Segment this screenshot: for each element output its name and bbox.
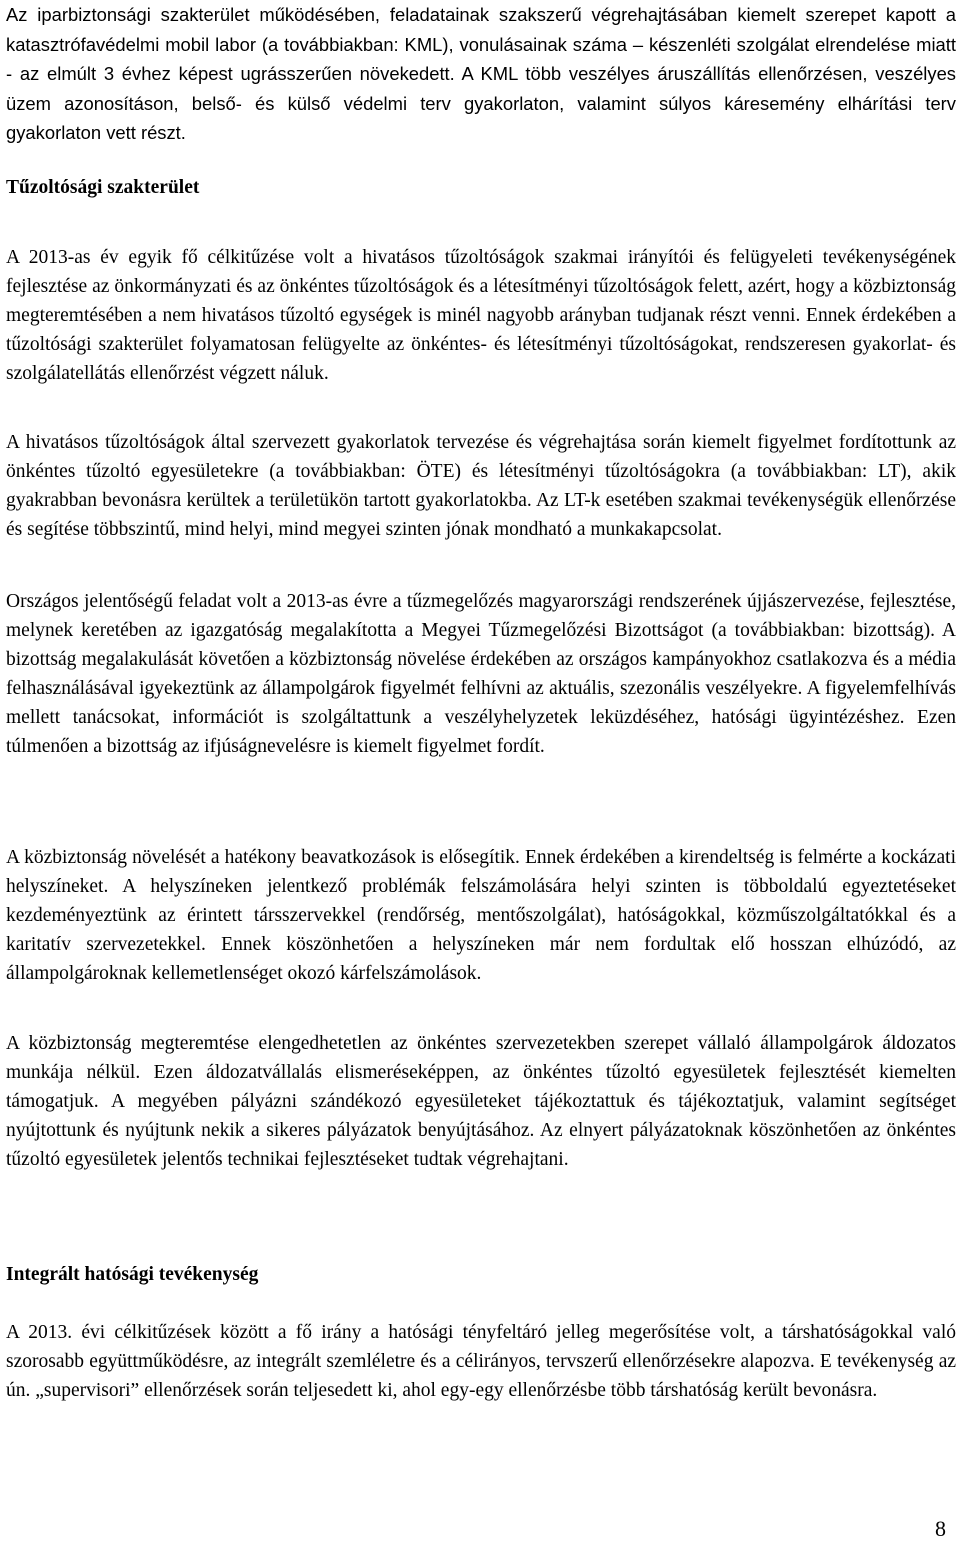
paragraph-gyakorlatok: A hivatásos tűzoltóságok által szervezett gyakorlatok tervezése és végrehajtása során kiemelt figyelmet fordítottunk az önkéntes tűzoltó egyesületekre (a továbbiakban: ÖTE) és létesítményi tűzoltóságokra (a továbbiakban: LT), akik gyakrabban bevonásra kerültek a területükön tartott gyakorlatokba. Az LT-k esetében szakmai tevékenységük ellenőrzése és segítése többszintű, mind helyi, mind megyei szinten jónak mondható a munkakapcsolat.: [6, 432, 956, 540]
paragraph-kozbiztonsag-noveles: A közbiztonság növelését a hatékony beavatkozások is elősegítik. Ennek érdekében a kirendeltség is felmérte a kockázati helyszíneket. A helyszíneken jelentkező problémák felszámolására helyi szinten is többoldalú egyeztetéseket kezdeményeztünk az érintett társszervekkel (rendőrség, mentőszolgálat), hatóságokkal, közműszolgáltatókkal és a karitatív szervezetekkel. Ennek köszönhetően a helyszíneken már nem fordultak elő hosszan elhúzódó, az állampolgároknak kellemetlenséget okozó kárfelszámolások.: [6, 847, 956, 984]
document-page: [6, 0, 956, 1557]
page-number: 8: [935, 1516, 946, 1541]
heading-integralt-hatosagi: Integrált hatósági tevékenység: [6, 1264, 259, 1285]
paragraph-hatosagi-celkituzesek: A 2013. évi célkitűzések között a fő irány a hatósági tényfeltáró jelleg megerősítése volt, a társhatóságokkal való szorosabb együttműködésre, az integrált szemléletre és a célirányos, tervszerű ellenőrzésekre alapozva. E tevékenység az ún. „supervisori” ellenőrzések során teljesedett ki, ahol egy-egy ellenőrzésbe több társhatóság került bevonásra.: [6, 1322, 956, 1401]
paragraph-tuzmegelozes: Országos jelentőségű feladat volt a 2013-as évre a tűzmegelőzés magyarországi rendszerének újjászervezése, fejlesztése, melynek keretében az igazgatóság megalakította a Megyei Tűzmegelőzési Bizottságot (a továbbiakban: bizottság). A bizottság megalakulását követően a közbiztonság növelése érdekében az országos kampányokhoz csatlakozva és a média felhasználásával igyekeztünk az állampolgárok figyelmét felhívni az aktuális, szezonális veszélyekre. A figyelemfelhívás mellett tanácsokat, információt is szolgáltattunk a veszélyhelyzetek leküzdéséhez, hatósági ügyintézéshez. Ezen túlmenően a bizottság az ifjúságnevelésre is kiemelt figyelmet fordít.: [6, 591, 956, 757]
heading-tuzoltosagi-szakterulet: Tűzoltósági szakterület: [6, 177, 200, 198]
paragraph-celkituzes-2013: A 2013-as év egyik fő célkitűzése volt a hivatásos tűzoltóságok szakmai irányítói és felügyeleti tevékenységének fejlesztése az önkormányzati és az önkéntes tűzoltóságok és a létesítményi tűzoltóságok felett, azért, hogy a közbiztonság megteremtésében a nem hivatásos tűzoltó egységek is minél nagyobb arányban tudjanak részt venni. Ennek érdekében a tűzoltósági szakterület folyamatosan felügyelte az önkéntes- és létesítményi tűzoltóságokat, rendszeresen gyakorlat- és szolgálatellátás ellenőrzést végzett náluk.: [6, 247, 956, 384]
paragraph-onkentes-szervezetek: A közbiztonság megteremtése elengedhetetlen az önkéntes szervezetekben szerepet vállaló állampolgárok áldozatos munkája nélkül. Ezen áldozatvállalás elismeréseképpen, az önkéntes tűzoltó egyesületek fejlesztését kiemelten támogatjuk. A megyében pályázni szándékozó egyesületeket tájékoztattuk és tájékoztatjuk, valamint segítséget nyújtottunk és nyújtunk nekik a sikeres pályázatok benyújtásához. Az elnyert pályázatoknak köszönhetően az önkéntes tűzoltó egyesületek jelentős technikai fejlesztéseket tudtak végrehajtani.: [6, 1033, 956, 1170]
paragraph-iparbiztonsag: Az iparbiztonsági szakterület működésében, feladatainak szakszerű végrehajtásában kiemelt szerepet kapott a katasztrófavédelmi mobil labor (a továbbiakban: KML), vonulásainak száma – készenléti szolgálat elrendelése miatt - az elmúlt 3 évhez képest ugrásszerűen növekedett. A KML több veszélyes áruszállítás ellenőrzésen, veszélyes üzem azonosításon, belső- és külső védelmi terv gyakorlaton, valamint súlyos káresemény elhárítási terv gyakorlaton vett részt.: [6, 4, 956, 143]
